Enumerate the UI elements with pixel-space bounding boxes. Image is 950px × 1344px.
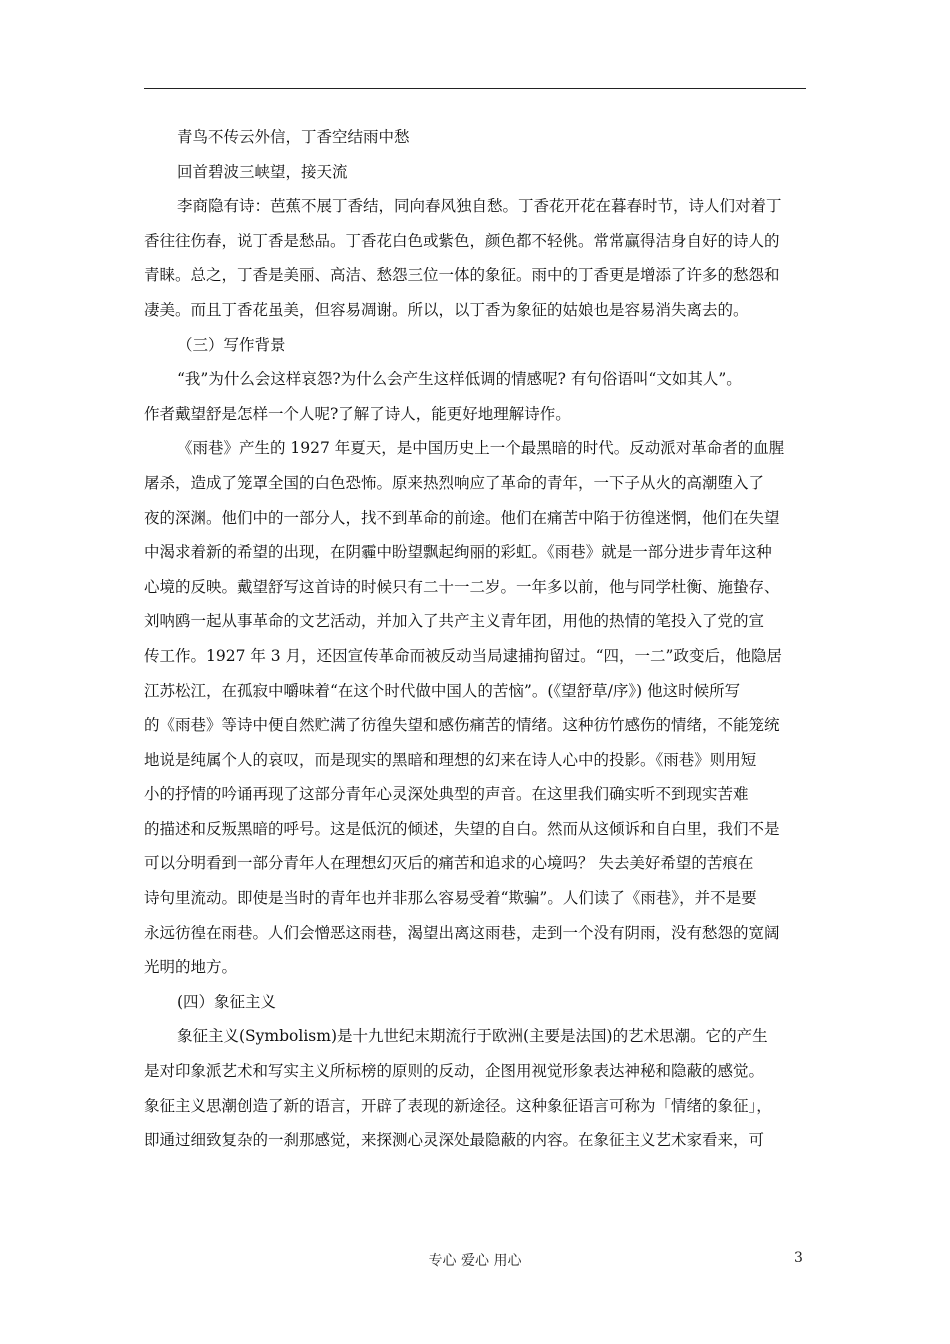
text-line: 李商隐有诗：芭蕉不展丁香结，同向春风独自愁。丁香花开花在暮春时节，诗人们对着丁 bbox=[177, 197, 782, 216]
text-line: 象征主义思潮创造了新的语言，开辟了表现的新途径。这种象征语言可称为「情绪的象征」， bbox=[144, 1096, 772, 1115]
text-line: 可以分明看到一部分青年人在理想幻灭后的痛苦和追求的心境吗？ 失去美好希望的苦痕在 bbox=[144, 854, 754, 873]
text-line: 刘呐鸥一起从事革命的文艺活动，并加入了共产主义青年团，用他的热情的笔投入了党的宣 bbox=[144, 612, 765, 631]
text-line: 传工作。1927 年 3 月，还因宣传革命而被反动当局逮捕拘留过。“四，一二”政变后，他隐居 bbox=[144, 646, 782, 665]
text-line: 江苏松江，在孤寂中嚼味着“在这个时代做中国人的苦恼”。(《望舒草/序》) 他这时候所写 bbox=[144, 681, 741, 700]
text-line: （三）写作背景 bbox=[177, 335, 286, 354]
page-number: 3 bbox=[794, 1250, 803, 1266]
text-line: 的《雨巷》等诗中便自然贮满了彷徨失望和感伤痛苦的情绪。这种彷竹感伤的情绪，不能笼统 bbox=[144, 716, 780, 735]
header-rule bbox=[144, 88, 806, 89]
text-line: 青鸟不传云外信，丁香空结雨中愁 bbox=[177, 128, 410, 146]
text-line: 《雨巷》产生的 1927 年夏天，是中国历史上一个最黑暗的时代。反动派对革命者的血腥 bbox=[177, 439, 785, 458]
text-line: 象征主义(Symbolism)是十九世纪末期流行于欧洲(主要是法国)的艺术思潮。它的产生 bbox=[177, 1027, 768, 1046]
text-line: 心境的反映。戴望舒写这首诗的时候只有二十一二岁。一年多以前，他与同学杜衡、施蛰存、 bbox=[144, 577, 780, 596]
text-line: “我”为什么会这样哀怨?为什么会产生这样低调的情感呢? 有句俗语叫“文如其人”。 bbox=[177, 370, 742, 389]
text-line: 小的抒情的吟诵再现了这部分青年心灵深处典型的声音。在这里我们确实听不到现实苦难 bbox=[144, 785, 749, 804]
text-line: 永远彷徨在雨巷。人们会憎恶这雨巷，渴望出离这雨巷，走到一个没有阴雨，没有愁怨的宽阔 bbox=[144, 923, 780, 942]
footer-motto: 专心 爱心 用心 bbox=[428, 1253, 522, 1269]
document-body bbox=[144, 120, 806, 1158]
text-line: 青睐。总之，丁香是美丽、高洁、愁怨三位一体的象征。雨中的丁香更是增添了许多的愁怨和 bbox=[144, 266, 780, 285]
text-line: 中渴求着新的希望的出现，在阴霾中盼望飘起绚丽的彩虹。《雨巷》就是一部分进步青年这种 bbox=[144, 543, 772, 562]
text-line: 的描述和反叛黑暗的呼号。这是低沉的倾述，失望的自白。然而从这倾诉和自白里，我们不是 bbox=[144, 819, 780, 838]
text-line: 作者戴望舒是怎样一个人呢?了解了诗人，能更好地理解诗作。 bbox=[144, 404, 571, 423]
text-line: 是对印象派艺术和写实主义所标榜的原则的反动，企图用视觉形象表达神秘和隐蔽的感觉。 bbox=[144, 1062, 765, 1081]
text-line: 即通过细致复杂的一刹那感觉，来探测心灵深处最隐蔽的内容。在象征主义艺术家看来，可 bbox=[144, 1131, 765, 1150]
text-line: 夜的深渊。他们中的一部分人，找不到革命的前途。他们在痛苦中陷于彷徨迷惘，他们在失望 bbox=[144, 508, 780, 527]
text-line: 屠杀，造成了笼罩全国的白色恐怖。原来热烈响应了革命的青年，一下子从火的高潮堕入了 bbox=[144, 473, 765, 492]
page-footer bbox=[0, 1250, 950, 1270]
text-line: 回首碧波三峡望，接天流 bbox=[177, 162, 348, 181]
text-line: 香往往伤春，说丁香是愁品。丁香花白色或紫色，颜色都不轻佻。常常赢得洁身自好的诗人的 bbox=[144, 231, 780, 250]
text-line: (四）象征主义 bbox=[177, 992, 277, 1011]
text-line: 凄美。而且丁香花虽美，但容易凋谢。所以，以丁香为象征的姑娘也是容易消失离去的。 bbox=[144, 300, 749, 319]
text-line: 光明的地方。 bbox=[144, 958, 238, 977]
text-line: 诗句里流动。即使是当时的青年也并非那么容易受着“欺骗”。人们读了《雨巷》，并不是要 bbox=[144, 889, 757, 908]
text-line: 地说是纯属个人的哀叹，而是现实的黑暗和理想的幻来在诗人心中的投影。《雨巷》则用短 bbox=[144, 750, 757, 769]
